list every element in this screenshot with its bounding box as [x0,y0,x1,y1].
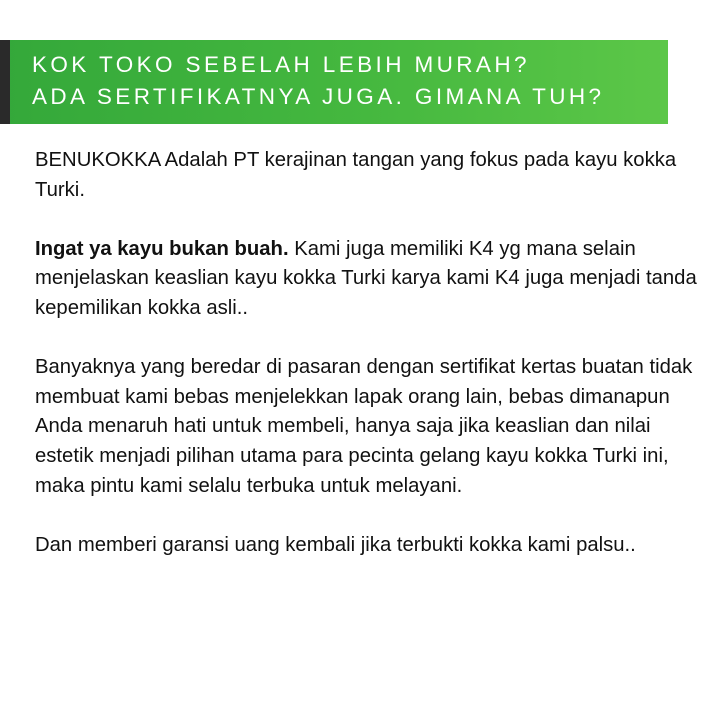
body-text [35,146,705,590]
headline [10,40,604,124]
headline-banner [0,40,668,124]
paragraph-certificate-bold: Ingat ya kayu bukan buah. [35,237,289,260]
banner-accent-bar [0,40,10,124]
paragraph-guarantee [35,531,705,561]
headline-line-2: ADA SERTIFIKATNYA JUGA. GIMANA TUH? [32,84,605,109]
paragraph-market-text: Banyaknya yang beredar di pasaran dengan sertifikat kertas buatan tidak membuat kami bebas menjelekkan lapak orang lain, bebas dimanapun Anda menaruh hati untuk membeli, hanya saja jika keaslian dan nilai estetik menjadi pilihan utama para pecinta gelang kayu kokka Turki ini, maka pintu kami selalu terbuka untuk melayani. [35,356,693,497]
paragraph-intro [35,146,705,205]
paragraph-intro-text: BENUKOKKA Adalah PT kerajinan tangan yang fokus pada kayu kokka Turki. [35,149,677,201]
headline-line-1: KOK TOKO SEBELAH LEBIH MURAH? [32,52,530,77]
paragraph-guarantee-text: Dan memberi garansi uang kembali jika terbukti kokka kami palsu.. [35,533,636,556]
paragraph-certificate [35,235,705,324]
paragraph-certificate-text: Kami juga memiliki K4 yg mana selain menjelaskan keaslian kayu kokka Turki karya kami K4 juga menjadi tanda kepemilikan kokka asli.. [35,237,697,319]
paragraph-market [35,353,705,501]
